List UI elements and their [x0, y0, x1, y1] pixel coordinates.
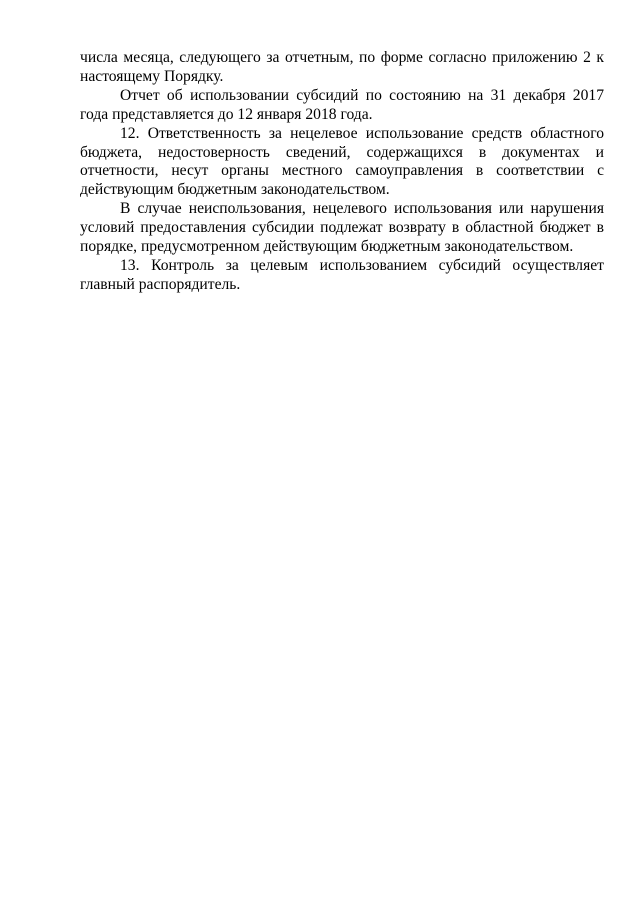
paragraph-item-12-responsibility: 12. Ответственность за нецелевое использование средств областного бюджета, недостоверность сведений, содержащихся в документах и отчетности, несут органы местного самоуправления в соответствии с действующим бюджетным законодательством. [80, 124, 604, 199]
document-page [80, 49, 604, 295]
paragraph-item-13-control: 13. Контроль за целевым использованием субсидий осуществляет главный распорядитель. [80, 256, 604, 293]
paragraph-subsidy-return: В случае неиспользования, нецелевого использования или нарушения условий предоставления субсидии подлежат возврату в областной бюджет в порядке, предусмотренном действующим бюджетным законодательством. [80, 200, 604, 256]
paragraph-report-deadline: Отчет об использовании субсидий по состоянию на 31 декабря 2017 года представляется до 12 января 2018 года. [80, 86, 604, 123]
paragraph-continuation-report-form: числа месяца, следующего за отчетным, по форме согласно приложению 2 к настоящему Порядку. [80, 49, 604, 85]
